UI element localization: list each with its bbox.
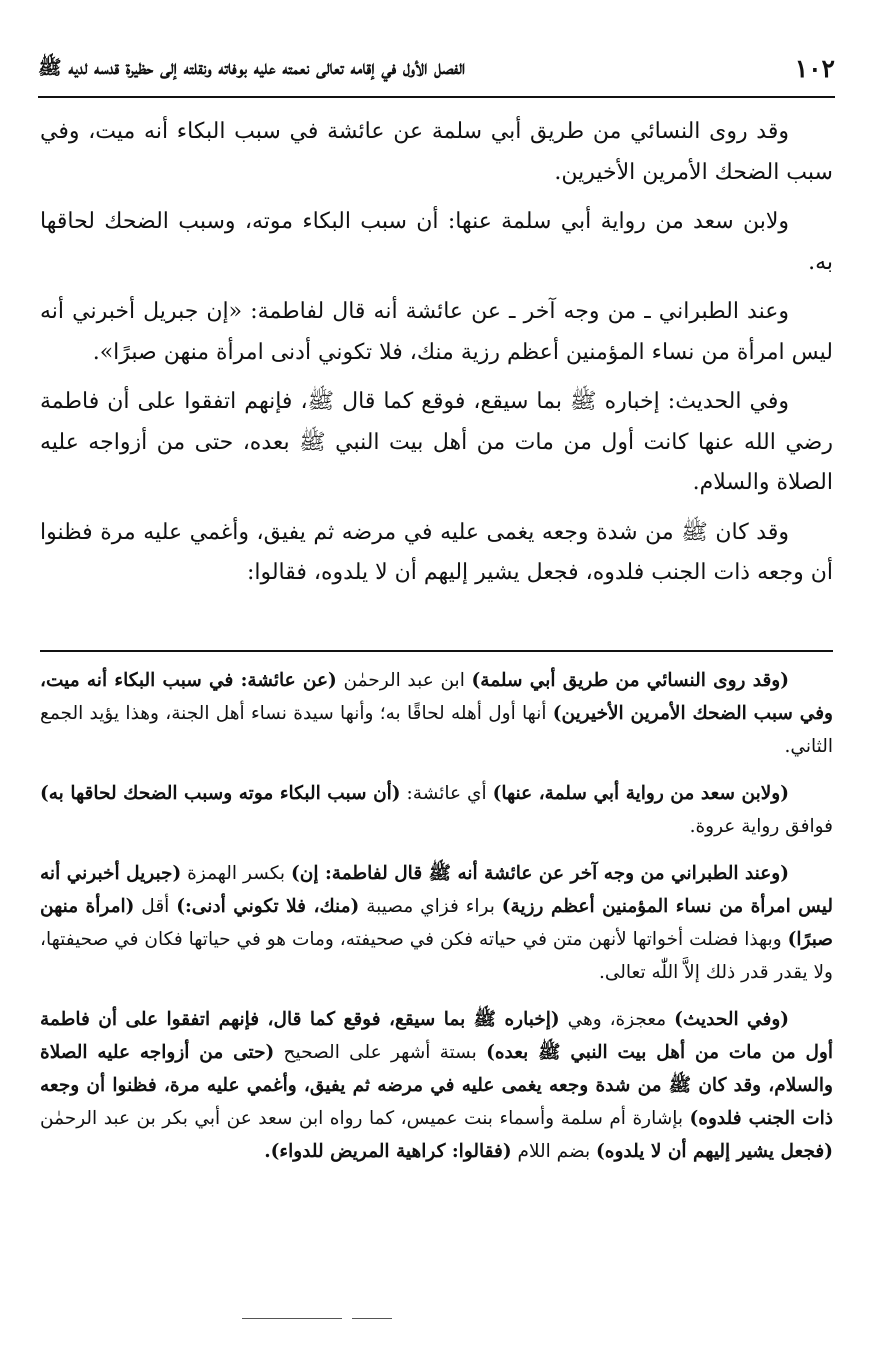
main-paragraph: وفي الحديث: إخباره ﷺ بما سيقع، فوقع كما قال ﷺ، فإنهم اتفقوا على أن فاطمة رضي الله عنها كانت أول من مات من أهل بيت النبي ﷺ بعده، حتى من أزواجه عليه الصلاة والسلام.	[40, 389, 833, 495]
commentary-paragraph	[40, 857, 833, 989]
quoted-text: (وعند الطبراني من وجه آخر عن عائشة أنه ﷺ قال لفاطمة: إن)	[291, 863, 789, 884]
running-title: الفصل الأول في إقامه تعالى نعمته عليه بوفاته ونقلته إلى حظيرة قدسه لديه ﷺ	[38, 56, 466, 79]
quoted-text: (جبريل أخبرني أنه ليس امرأة من نساء المؤمنين أعظم رزية)	[40, 863, 833, 917]
footer-rule	[242, 1318, 342, 1319]
quoted-text: (حتى من أزواجه عليه الصلاة والسلام، وقد كان ﷺ من شدة وجعه يغمى عليه في مرضه ثم يفيق، وأغمي عليه مرة، فظنوا أن وجعه ذات الجنب فلدوه)	[40, 1042, 833, 1129]
explanation-text: براء فزاي مصيبة	[359, 896, 502, 917]
explanation-text: بضم اللام	[511, 1141, 597, 1162]
quoted-text: (إخباره ﷺ بما سيقع، فوقع كما قال، فإنهم اتفقوا على أن فاطمة أول من مات من أهل بيت النبي ﷺ بعده)	[40, 1009, 833, 1063]
page-header	[38, 50, 835, 98]
quoted-text: (امرأة منهن صبرًا)	[40, 896, 833, 950]
main-text	[40, 112, 833, 603]
quoted-text: (ولابن سعد من رواية أبي سلمة، عنها)	[492, 783, 789, 804]
explanation-text: وبهذا فضلت أخواتها لأنهن متن في حياته فكن في صحيفته، ومات هو في حياتها فكان في صحيفتها، ولا يقدر قدر ذلك إلاَّ اللّٰه تعالى.	[40, 929, 833, 983]
commentary-paragraph	[40, 664, 833, 763]
explanation-text: فوافق رواية عروة.	[689, 816, 833, 837]
explanation-text: بستة أشهر على الصحيح	[274, 1042, 487, 1063]
explanation-text: أي عائشة:	[400, 783, 493, 804]
main-paragraph: وقد روى النسائي من طريق أبي سلمة عن عائشة في سبب البكاء أنه ميت، وفي سبب الضحك الأمرين الأخيرين.	[40, 119, 833, 185]
quoted-text: (فجعل يشير إليهم أن لا يلدوه)	[596, 1141, 833, 1162]
main-paragraph: وقد كان ﷺ من شدة وجعه يغمى عليه في مرضه ثم يفيق، وأغمي عليه مرة فظنوا أن وجعه ذات الجنب فلدوه، فجعل يشير إليهم أن لا يلدوه، فقالوا:	[40, 519, 833, 585]
quoted-text: (فقالوا: كراهية المريض للدواء).	[264, 1141, 512, 1162]
explanation-text: بكسر الهمزة	[181, 863, 291, 884]
commentary-paragraph	[40, 777, 833, 843]
explanation-text: معجزة، وهي	[559, 1009, 675, 1030]
page-number: ١٠٢	[794, 54, 835, 83]
quoted-text: (منك، فلا تكوني أدنى:)	[176, 896, 360, 917]
quoted-text: (وفي الحديث)	[674, 1009, 790, 1030]
explanation-text: أقل	[134, 896, 177, 917]
main-paragraph: وعند الطبراني ـ من وجه آخر ـ عن عائشة أنه قال لفاطمة: «إن جبريل أخبرني أنه ليس امرأة من نساء المؤمنين أعظم رزية منك، فلا تكوني أدنى امرأة منهن صبرًا».	[40, 299, 833, 365]
commentary-paragraph	[40, 1003, 833, 1168]
footer-rule	[352, 1318, 392, 1319]
explanation-text: أنها أول أهله لحاقًا به؛ وأنها سيدة نساء أهل الجنة، وهذا يؤيد الجمع الثاني.	[40, 703, 833, 757]
quoted-text: (عن عائشة: في سبب البكاء أنه ميت، وفي سبب الضحك الأمرين الأخيرين)	[40, 670, 833, 724]
commentary	[40, 664, 833, 1182]
quoted-text: (وقد روى النسائي من طريق أبي سلمة)	[471, 670, 789, 691]
explanation-text: ابن عبد الرحمٰن	[336, 670, 472, 691]
explanation-text: بإشارة أم سلمة وأسماء بنت عميس، كما رواه ابن سعد عن أبي بكر بن عبد الرحمٰن	[40, 1108, 690, 1129]
main-paragraph: ولابن سعد من رواية أبي سلمة عنها: أن سبب البكاء موته، وسبب الضحك لحاقها به.	[40, 209, 833, 275]
quoted-text: (أن سبب البكاء موته وسبب الضحك لحاقها به)	[40, 783, 401, 804]
commentary-separator	[40, 650, 833, 652]
